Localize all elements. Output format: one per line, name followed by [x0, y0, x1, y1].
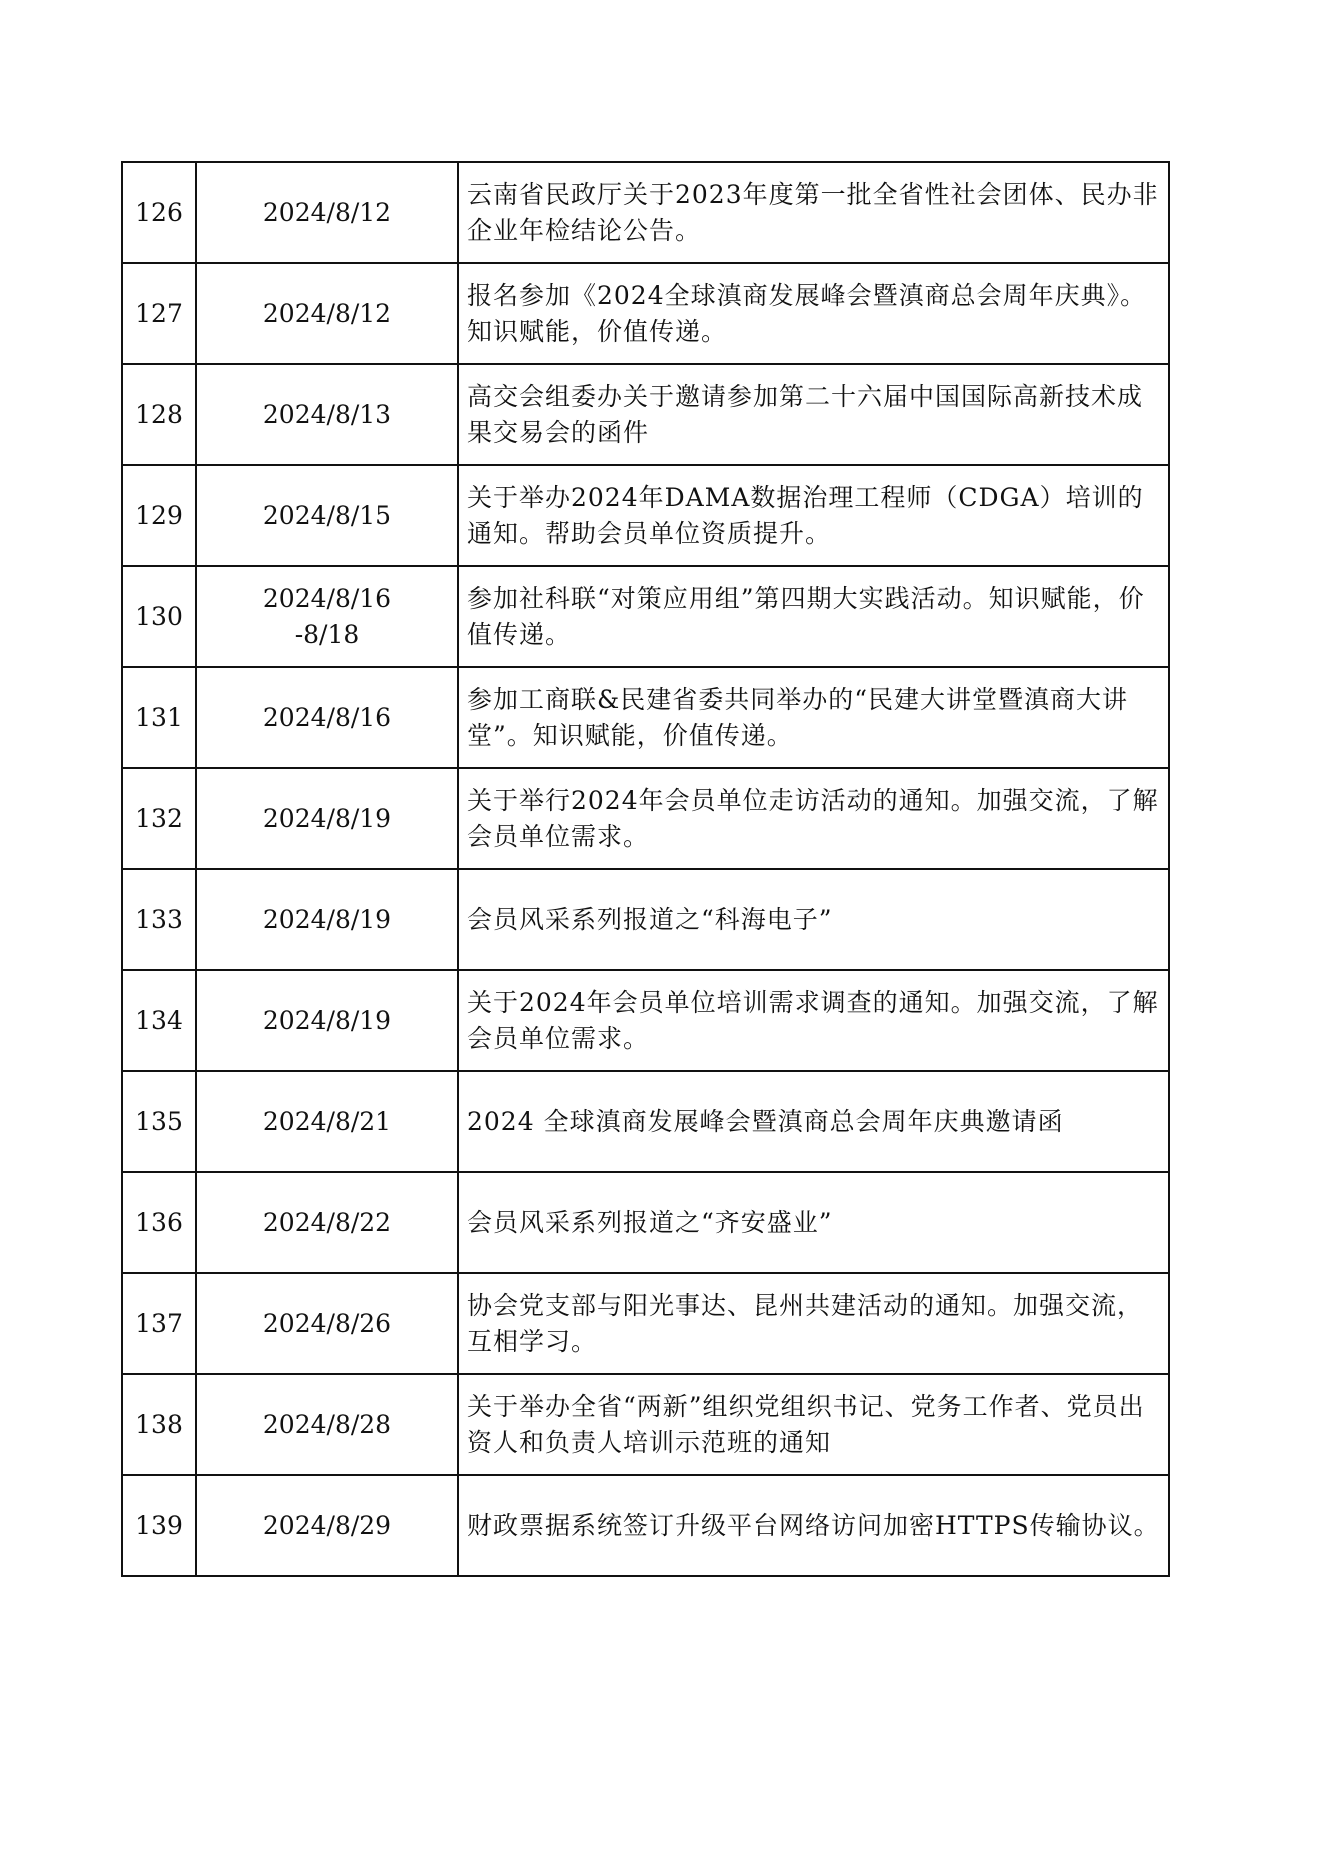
- table-row: [122, 162, 1169, 263]
- content-cell: 关于2024年会员单位培训需求调查的通知。加强交流，了解会员单位需求。: [458, 970, 1169, 1071]
- date-text: 2024/8/15: [262, 500, 392, 530]
- table-row: [122, 263, 1169, 364]
- content-cell: 高交会组委办关于邀请参加第二十六届中国国际高新技术成果交易会的函件: [458, 364, 1169, 465]
- content-cell: 2024 全球滇商发展峰会暨滇商总会周年庆典邀请函: [458, 1071, 1169, 1172]
- date-text: 2024/8/12: [262, 298, 392, 328]
- row-number-cell: 129: [122, 465, 196, 566]
- table-row: [122, 667, 1169, 768]
- row-number-cell: 127: [122, 263, 196, 364]
- content-cell: 关于举办全省“两新”组织党组织书记、党务工作者、党员出资人和负责人培训示范班的通知: [458, 1374, 1169, 1475]
- table-row: [122, 1071, 1169, 1172]
- row-number-cell: 133: [122, 869, 196, 970]
- date-cell: [196, 364, 458, 465]
- table-row: [122, 1172, 1169, 1273]
- content-cell: 报名参加《2024全球滇商发展峰会暨滇商总会周年庆典》。知识赋能，价值传递。: [458, 263, 1169, 364]
- date-cell: [196, 768, 458, 869]
- content-cell: 参加工商联&民建省委共同举办的“民建大讲堂暨滇商大讲堂”。知识赋能，价值传递。: [458, 667, 1169, 768]
- date-cell: [196, 566, 458, 667]
- content-cell: 云南省民政厅关于2023年度第一批全省性社会团体、民办非企业年检结论公告。: [458, 162, 1169, 263]
- date-text: 2024/8/21: [262, 1106, 392, 1136]
- date-cell: [196, 667, 458, 768]
- date-text: 2024/8/26: [262, 1308, 392, 1338]
- row-number-cell: 130: [122, 566, 196, 667]
- date-text: 2024/8/16: [262, 702, 392, 732]
- table-row: [122, 1475, 1169, 1576]
- table-row: [122, 869, 1169, 970]
- date-text: 2024/8/12: [262, 197, 392, 227]
- content-cell: 关于举行2024年会员单位走访活动的通知。加强交流，了解会员单位需求。: [458, 768, 1169, 869]
- table-row: [122, 566, 1169, 667]
- row-number-cell: 126: [122, 162, 196, 263]
- table-row: [122, 1273, 1169, 1374]
- date-text: 2024/8/28: [262, 1409, 392, 1439]
- content-cell: 参加社科联“对策应用组”第四期大实践活动。知识赋能，价值传递。: [458, 566, 1169, 667]
- row-number-cell: 131: [122, 667, 196, 768]
- row-number-cell: 134: [122, 970, 196, 1071]
- date-text: 2024/8/22: [262, 1207, 392, 1237]
- date-cell: [196, 162, 458, 263]
- date-cell: [196, 1071, 458, 1172]
- date-text: 2024/8/16 -8/18: [262, 583, 392, 649]
- content-cell: 会员风采系列报道之“齐安盛业”: [458, 1172, 1169, 1273]
- table-row: [122, 364, 1169, 465]
- row-number-cell: 137: [122, 1273, 196, 1374]
- date-cell: [196, 263, 458, 364]
- row-number-cell: 138: [122, 1374, 196, 1475]
- row-number-cell: 139: [122, 1475, 196, 1576]
- date-text: 2024/8/19: [262, 904, 392, 934]
- table-row: [122, 1374, 1169, 1475]
- table-row: [122, 768, 1169, 869]
- date-cell: [196, 1475, 458, 1576]
- content-cell: 财政票据系统签订升级平台网络访问加密HTTPS传输协议。: [458, 1475, 1169, 1576]
- date-cell: [196, 1273, 458, 1374]
- content-cell: 协会党支部与阳光事达、昆州共建活动的通知。加强交流，互相学习。: [458, 1273, 1169, 1374]
- date-cell: [196, 869, 458, 970]
- date-text: 2024/8/19: [262, 1005, 392, 1035]
- date-cell: [196, 465, 458, 566]
- date-text: 2024/8/19: [262, 803, 392, 833]
- date-cell: [196, 1374, 458, 1475]
- date-text: 2024/8/29: [262, 1510, 392, 1540]
- content-cell: 会员风采系列报道之“科海电子”: [458, 869, 1169, 970]
- records-table-body: [122, 162, 1169, 1576]
- row-number-cell: 135: [122, 1071, 196, 1172]
- table-row: [122, 465, 1169, 566]
- content-cell: 关于举办2024年DAMA数据治理工程师（CDGA）培训的通知。帮助会员单位资质提升。: [458, 465, 1169, 566]
- records-table: [121, 161, 1170, 1577]
- date-cell: [196, 1172, 458, 1273]
- table-row: [122, 970, 1169, 1071]
- row-number-cell: 136: [122, 1172, 196, 1273]
- row-number-cell: 128: [122, 364, 196, 465]
- date-cell: [196, 970, 458, 1071]
- date-text: 2024/8/13: [262, 399, 392, 429]
- row-number-cell: 132: [122, 768, 196, 869]
